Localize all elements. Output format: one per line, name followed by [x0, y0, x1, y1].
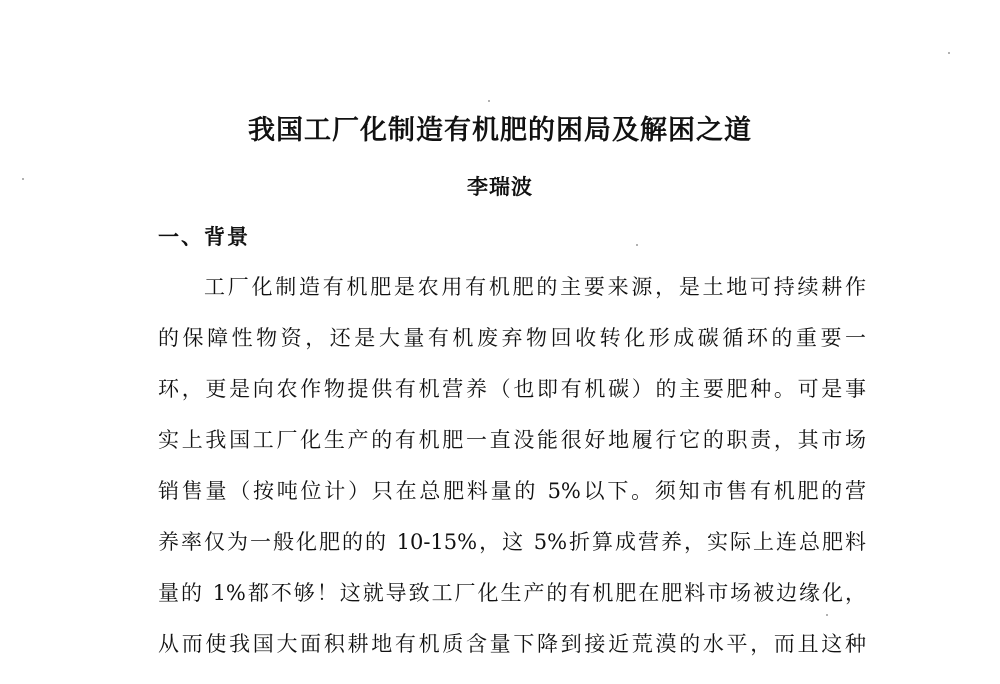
paragraph-line: 的保障性物资，还是大量有机废弃物回收转化形成碳循环的重要一 [158, 326, 866, 350]
scan-speck [488, 100, 490, 102]
scan-speck [826, 614, 828, 616]
author-name: 李瑞波 [467, 174, 533, 199]
paragraph-line: 销售量（按吨位计）只在总肥料量的 5%以下。须知市售有机肥的营 [158, 479, 866, 503]
scan-speck [636, 244, 638, 246]
paragraph-line: 量的 1%都不够！这就导致工厂化生产的有机肥在肥料市场被边缘化， [158, 581, 866, 605]
paragraph-line: 养率仅为一般化肥的的 10-15%，这 5%折算成营养，实际上连总肥料 [158, 530, 866, 554]
document-title: 我国工厂化制造有机肥的困局及解困之道 [248, 115, 752, 146]
section-heading: 一、背景 [158, 224, 250, 249]
paragraph-line: 环，更是向农作物提供有机营养（也即有机碳）的主要肥种。可是事 [158, 377, 866, 401]
scan-speck [22, 178, 24, 180]
paragraph-line: 实上我国工厂化生产的有机肥一直没能很好地履行它的职责，其市场 [158, 428, 866, 452]
scan-speck [948, 52, 950, 54]
paragraph-line: 工厂化制造有机肥是农用有机肥的主要来源，是土地可持续耕作 [204, 275, 866, 299]
paragraph-line: 从而使我国大面积耕地有机质含量下降到接近荒漠的水平，而且这种 [158, 632, 866, 656]
